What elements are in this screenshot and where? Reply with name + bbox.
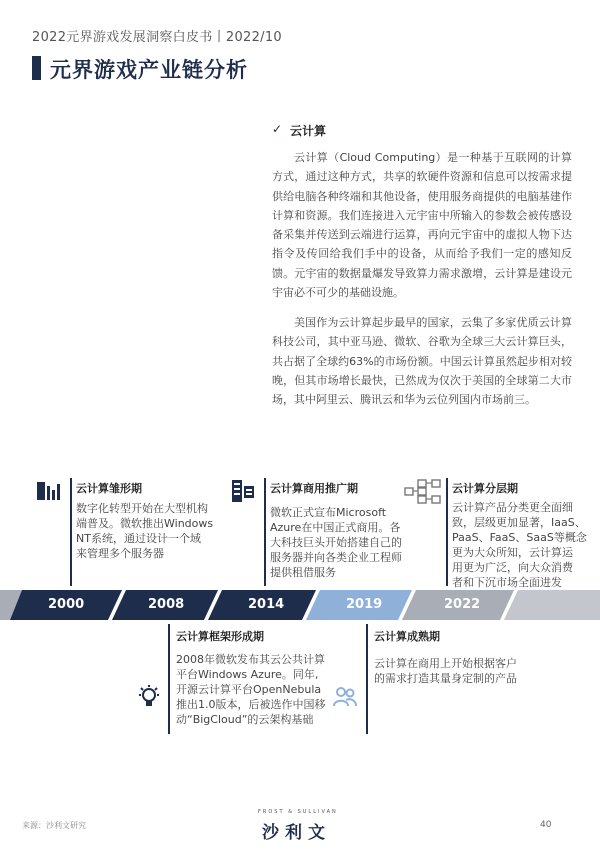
milestone-desc: 云计算在商用上开始根据客户 的需求打造其量身定制的产品: [374, 657, 517, 685]
milestone-title: 云计算成熟期: [374, 630, 440, 643]
source-note: 来源：沙利文研究: [22, 821, 86, 830]
year-label: 2022: [444, 597, 481, 612]
milestone-line: [446, 478, 448, 586]
milestone-desc: 微软正式宣布Microsoft Azure在中国正式商用。各 大科技巨头开始搭建自己的 服务器并向各类企业工程师 提供租借服务: [270, 506, 402, 579]
hierarchy-icon: [404, 478, 442, 504]
brand-logo: 沙利文: [262, 823, 331, 843]
milestone-title: 云计算商用推广期: [270, 482, 358, 495]
page-number: 40: [540, 820, 552, 830]
milestone-desc: 2008年微软发布其云公共计算 平台Windows Azure。同年, 开源云计算平台OpenNebula 推出1.0版本，后被选作中国移 动“BigCloud”的云架构基础: [176, 653, 326, 726]
section-title: 云计算: [290, 124, 327, 138]
milestone-desc: 数字化转型开始在大型机构 端普及。微软推出Windows NT系统，通过设计一个域 来管理多个服务器: [76, 502, 214, 560]
milestone-line: [366, 624, 368, 734]
milestone-line: [168, 624, 170, 734]
paragraph-2: 美国作为云计算起步最早的国家，云集了多家优质云计算科技公司，其中亚马逊、微软、谷歌为全球三大云计算巨头，共占据了全球约63%的市场份额。中国云计算虽然起步相对较晚，但其市场增长最快，已然成为仅次于美国的全球第二大市场，其中阿里云、腾讯云和华为云位列国内市场前三。: [272, 316, 572, 407]
year-label: 2000: [48, 597, 85, 612]
milestone-line: [264, 478, 266, 586]
users-icon: [332, 684, 358, 710]
milestone-title: 云计算分层期: [452, 482, 518, 495]
title-accent-bar: [32, 56, 41, 80]
brand-subtitle: FROST & SULLIVAN: [258, 809, 338, 815]
report-subtitle: 2022元界游戏发展洞察白皮书丨2022/10: [32, 30, 282, 45]
lightbulb-icon: [136, 684, 162, 710]
bar-chart-icon: [36, 478, 62, 504]
milestone-title: 云计算雏形期: [76, 482, 142, 495]
page-title: 元界游戏产业链分析: [50, 58, 248, 82]
year-label: 2014: [248, 597, 285, 612]
milestone-desc: 云计算产品分类更全面细 致，层级更加显著，IaaS、 PaaS、FaaS、SaaS等概念 更为大众所知，云计算运 用更为广泛，向大众消费 者和下沉市场全面进发: [452, 501, 587, 589]
year-label: 2008: [148, 597, 185, 612]
timeline-band: [0, 590, 600, 620]
check-icon: ✓: [272, 122, 283, 136]
year-label: 2019: [346, 597, 383, 612]
paragraph-1: 云计算（Cloud Computing）是一种基于互联网的计算方式，通过这种方式，共享的软硬件资源和信息可以按需求提供给电脑各种终端和其他设备，使用服务商提供的电脑基建作计算和资源。我们连接进入元宇宙中所输入的参数会被传感设备采集并传送到云端进行运算，再向元宇宙中的虚拟人物下达指令及传回给我们手中的设备，从而给予我们一定的感知反馈。元宇宙的数据量爆发导致算力需求激增，云计算是建设元宇宙必不可少的基础设施。: [272, 151, 572, 300]
milestone-title: 云计算框架形成期: [176, 630, 264, 643]
server-icon: [230, 478, 256, 504]
milestone-line: [70, 478, 72, 586]
